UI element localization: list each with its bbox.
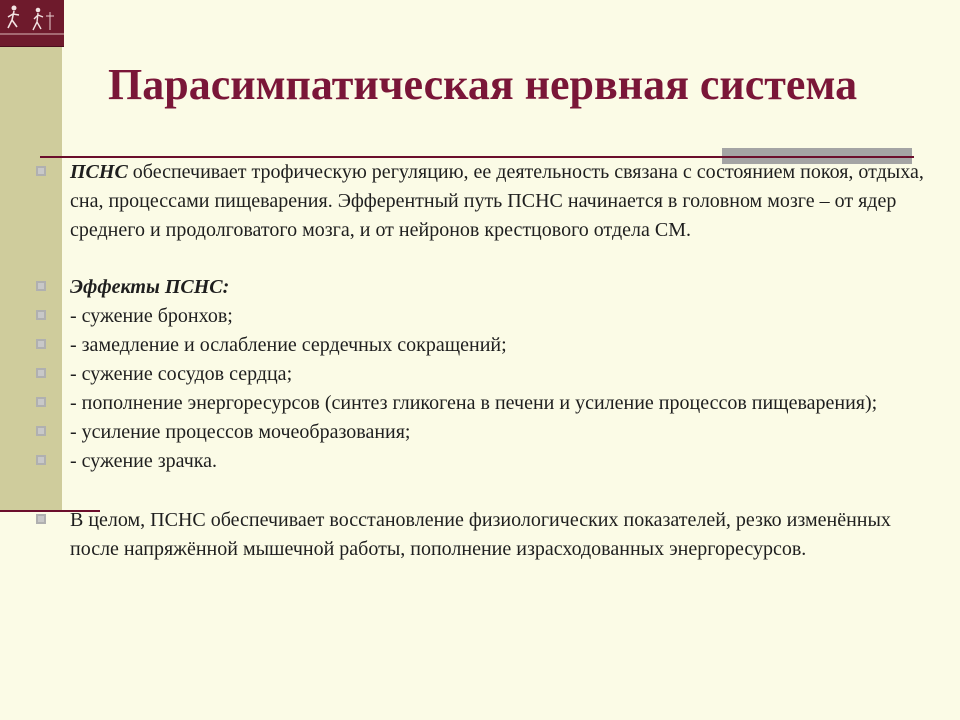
effect-item	[36, 331, 936, 360]
slide-title: Парасимпатическая нервная система	[108, 60, 858, 109]
square-bullet-icon	[36, 166, 46, 176]
square-bullet-icon	[36, 368, 46, 378]
square-bullet-icon	[36, 455, 46, 465]
effects-heading: Эффекты ПСНС:	[70, 276, 230, 298]
effects-heading-item	[36, 273, 936, 302]
effect-text: - сужение зрачка.	[70, 450, 218, 472]
effect-item	[36, 447, 936, 476]
square-bullet-icon	[36, 426, 46, 436]
slide-bullet-list	[36, 158, 936, 564]
intro-lead-term: ПСНС	[70, 161, 128, 183]
square-bullet-icon	[36, 310, 46, 320]
square-bullet-icon	[36, 397, 46, 407]
logo-thumbnail	[0, 0, 64, 47]
effect-item	[36, 360, 936, 389]
effect-text: - усиление процессов мочеобразования;	[70, 421, 411, 443]
summary-paragraph	[36, 506, 936, 564]
effect-item	[36, 389, 936, 418]
effect-text: - сужение сосудов сердца;	[70, 363, 293, 385]
effect-text: - пополнение энергоресурсов (синтез гликогена в печени и усиление процессов пищеварения);	[70, 392, 878, 414]
intro-paragraph	[36, 158, 936, 245]
effect-text: - сужение бронхов;	[70, 305, 233, 327]
effect-text: - замедление и ослабление сердечных сокращений;	[70, 334, 507, 356]
square-bullet-icon	[36, 281, 46, 291]
square-bullet-icon	[36, 339, 46, 349]
effect-item	[36, 418, 936, 447]
sports-runner-icon	[0, 0, 64, 46]
summary-text: В целом, ПСНС обеспечивает восстановление физиологических показателей, резко изменённых после напряжённой мышечной работы, пополнение израсходованных энергоресурсов.	[70, 509, 891, 560]
effect-item	[36, 302, 936, 331]
square-bullet-icon	[36, 514, 46, 524]
intro-text: обеспечивает трофическую регуляцию, ее деятельность связана с состоянием покоя, отдыха, сна, процессами пищеварения. Эфферентный путь ПСНС начинается в головном мозге – от ядер среднего и продолговатого мозга, и от нейронов крестцового отдела СМ.	[70, 161, 924, 241]
